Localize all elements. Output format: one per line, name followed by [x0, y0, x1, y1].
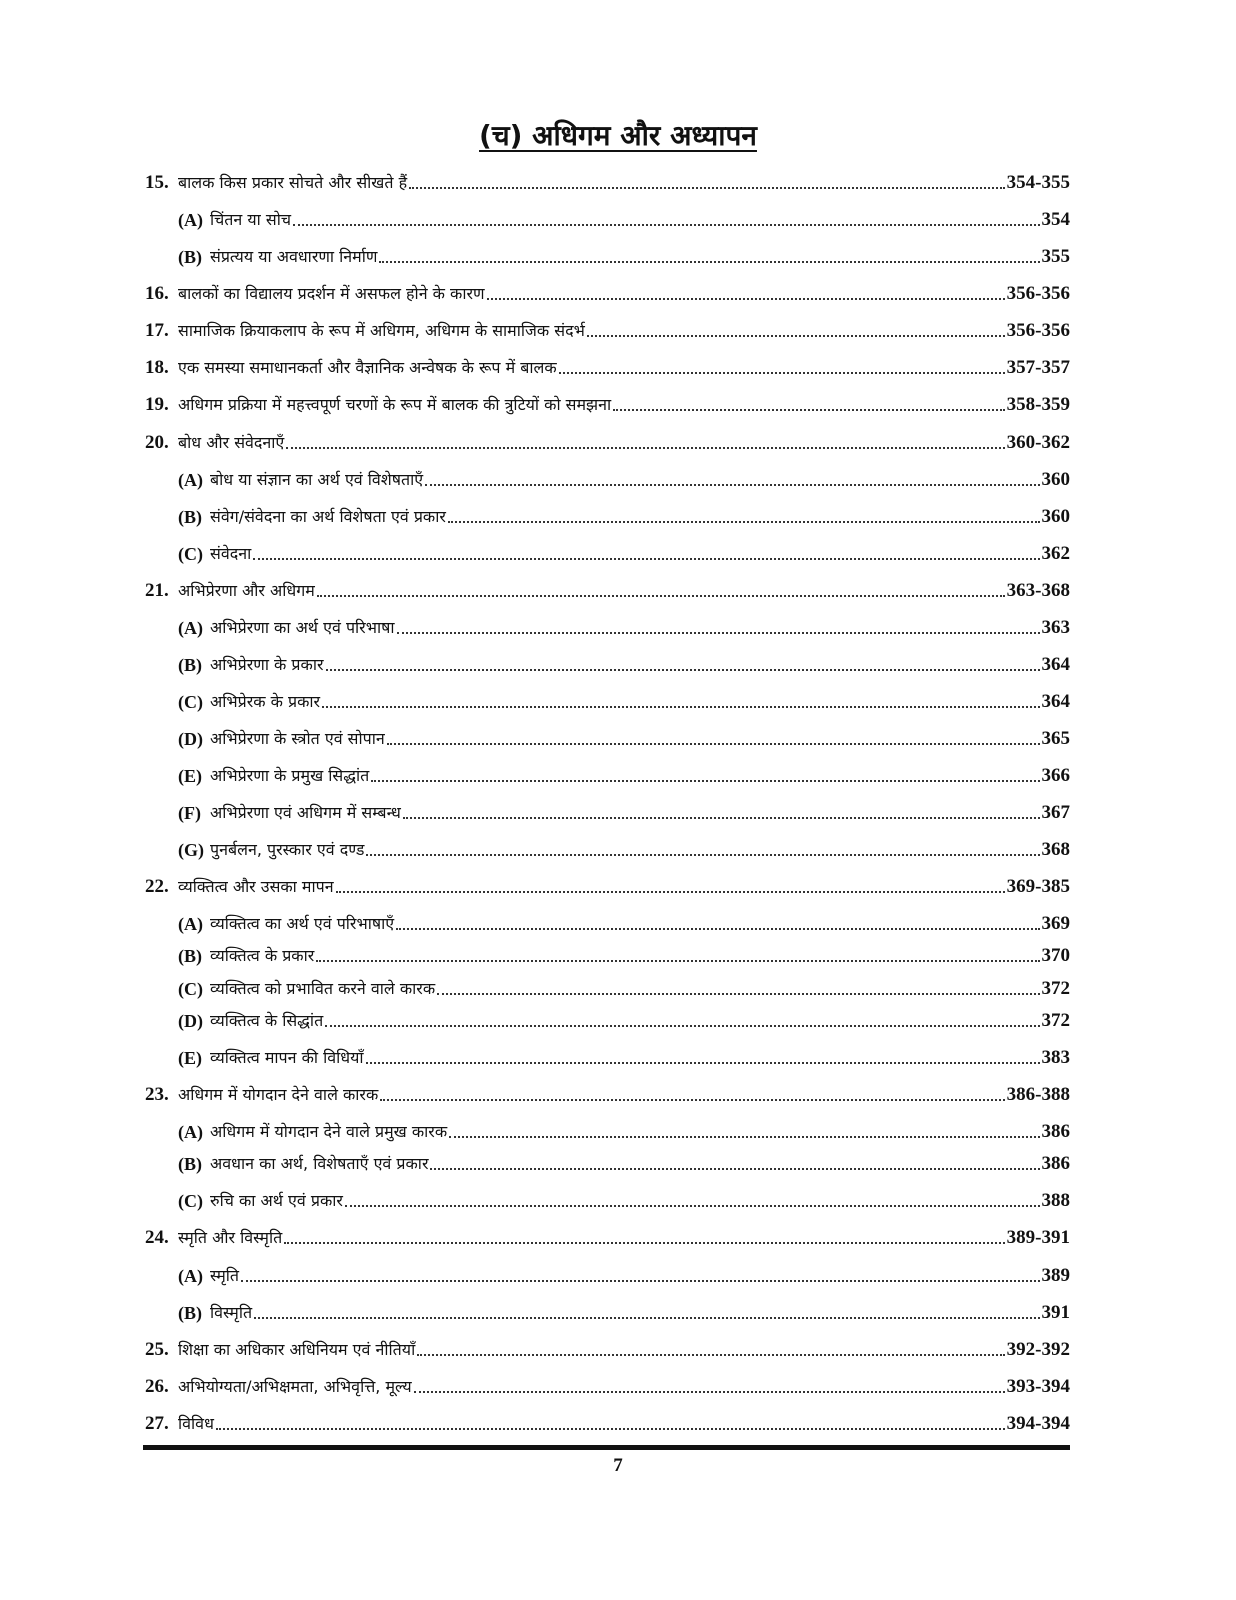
- entry-page: 356-356: [1006, 320, 1070, 341]
- toc-entry: [145, 1076, 1070, 1106]
- dot-leader: [322, 705, 1039, 708]
- toc-subentry: [178, 1294, 1070, 1324]
- dot-leader: [286, 446, 1004, 449]
- entry-number: 21.: [145, 580, 169, 601]
- entry-label: संप्रत्यय या अवधारणा निर्माण: [210, 247, 378, 266]
- toc-entry: [145, 275, 1070, 305]
- dot-leader: [366, 853, 1039, 856]
- dot-leader: [284, 1241, 1004, 1244]
- dot-leader: [366, 1061, 1040, 1064]
- entry-number: 25.: [145, 1339, 169, 1360]
- section-title-wrap: [0, 116, 1236, 154]
- dot-leader: [613, 408, 1004, 411]
- toc-subentry: [178, 1002, 1070, 1032]
- dot-leader: [241, 1279, 1039, 1282]
- entry-page: 391: [1041, 1302, 1070, 1323]
- dot-leader: [449, 1135, 1039, 1138]
- subentry-letter: (A): [178, 618, 203, 638]
- dot-leader: [379, 260, 1039, 263]
- entry-label: अधिगम में योगदान देने वाले कारक: [178, 1085, 379, 1104]
- subentry-letter: (A): [178, 1122, 203, 1142]
- dot-leader: [403, 816, 1040, 819]
- toc-subentry: [178, 683, 1070, 713]
- entry-label: अभिप्रेरणा एवं अधिगम में सम्बन्ध: [210, 803, 401, 822]
- entry-page: 392-392: [1006, 1339, 1070, 1360]
- toc-entry: [145, 164, 1070, 194]
- entry-page: 366: [1041, 765, 1070, 786]
- dot-leader: [325, 1024, 1039, 1027]
- entry-page: 368: [1041, 839, 1070, 860]
- toc-subentry: [178, 831, 1070, 861]
- entry-page: 389: [1041, 1265, 1070, 1286]
- entry-label: व्यक्तित्व के प्रकार: [210, 946, 315, 965]
- dot-leader: [425, 483, 1039, 486]
- entry-label: सामाजिक क्रियाकलाप के रूप में अधिगम, अधिगम के सामाजिक संदर्भ: [178, 321, 585, 340]
- entry-label: व्यक्तित्व को प्रभावित करने वाले कारक: [210, 979, 436, 998]
- page-number: 7: [613, 1455, 623, 1476]
- toc-entry: [145, 1368, 1070, 1398]
- dot-leader: [387, 742, 1040, 745]
- entry-number: 19.: [145, 394, 169, 415]
- toc-subentry: [178, 461, 1070, 491]
- entry-label: अभिप्रेरणा और अधिगम: [178, 581, 315, 600]
- toc-subentry: [178, 794, 1070, 824]
- entry-label: स्मृति और विस्मृति: [178, 1228, 283, 1247]
- entry-label: व्यक्तित्व मापन की विधियाँ: [210, 1048, 364, 1067]
- entry-label: अभिप्रेरणा का अर्थ एवं परिभाषा: [210, 618, 395, 637]
- entry-page: 356-356: [1006, 283, 1070, 304]
- toc-subentry: [178, 937, 1070, 967]
- dot-leader: [253, 557, 1039, 560]
- subentry-letter: (C): [178, 1191, 203, 1211]
- subentry-letter: (A): [178, 914, 203, 934]
- entry-label: अवधान का अर्थ, विशेषताएँ एवं प्रकार: [210, 1154, 429, 1173]
- dot-leader: [587, 334, 1005, 337]
- toc-subentry: [178, 1145, 1070, 1175]
- entry-label: बालकों का विद्यालय प्रदर्शन में असफल होने के कारण: [178, 284, 485, 303]
- toc-subentry: [178, 609, 1070, 639]
- toc-entry: [145, 312, 1070, 342]
- entry-number: 22.: [145, 876, 169, 897]
- subentry-letter: (C): [178, 544, 203, 564]
- entry-page: 372: [1041, 978, 1070, 999]
- entry-page: 369-385: [1006, 876, 1070, 897]
- subentry-letter: (A): [178, 1266, 203, 1286]
- toc-entry: [145, 1405, 1070, 1435]
- entry-label: अधिगम प्रक्रिया में महत्त्वपूर्ण चरणों के रूप में बालक की त्रुटियों को समझना: [178, 395, 612, 414]
- entry-page: 367: [1041, 802, 1070, 823]
- entry-label: बोध और संवेदनाएँ: [178, 433, 285, 452]
- dot-leader: [559, 371, 1005, 374]
- dot-leader: [487, 297, 1005, 300]
- subentry-letter: (E): [178, 766, 202, 786]
- entry-page: 394-394: [1006, 1413, 1070, 1434]
- entry-page: 358-359: [1006, 394, 1070, 415]
- dot-leader: [417, 1353, 1004, 1356]
- section-title: (च) अधिगम और अध्यापन: [479, 119, 757, 152]
- subentry-letter: (G): [178, 840, 204, 860]
- entry-page: 364: [1041, 654, 1070, 675]
- entry-number: 16.: [145, 283, 169, 304]
- dot-leader: [254, 1316, 1039, 1319]
- subentry-letter: (E): [178, 1048, 202, 1068]
- toc-subentry: [178, 757, 1070, 787]
- entry-label: संवेदना: [210, 544, 252, 563]
- dot-leader: [326, 668, 1040, 671]
- subentry-letter: (D): [178, 729, 203, 749]
- entry-label: रुचि का अर्थ एवं प्रकार: [210, 1191, 343, 1210]
- entry-page: 389-391: [1006, 1227, 1070, 1248]
- entry-label: विविध: [178, 1414, 214, 1433]
- entry-label: संवेग/संवेदना का अर्थ विशेषता एवं प्रकार: [210, 507, 446, 526]
- entry-label: पुनर्बलन, पुरस्कार एवं दण्ड: [210, 840, 365, 859]
- subentry-letter: (B): [178, 1154, 202, 1174]
- dot-leader: [396, 927, 1039, 930]
- dot-leader: [336, 890, 1005, 893]
- entry-number: 24.: [145, 1227, 169, 1248]
- entry-label: बोध या संज्ञान का अर्थ एवं विशेषताएँ: [210, 470, 424, 489]
- dot-leader: [316, 959, 1039, 962]
- toc-entry: [145, 424, 1070, 454]
- entry-page: 360-362: [1006, 432, 1070, 453]
- entry-number: 17.: [145, 320, 169, 341]
- dot-leader: [371, 779, 1039, 782]
- subentry-letter: (B): [178, 247, 202, 267]
- subentry-letter: (F): [178, 803, 201, 823]
- toc-entry: [145, 1331, 1070, 1361]
- toc-subentry: [178, 720, 1070, 750]
- entry-label: एक समस्या समाधानकर्ता और वैज्ञानिक अन्वेषक के रूप में बालक: [178, 358, 557, 377]
- toc-entry: [145, 349, 1070, 379]
- toc-subentry: [178, 1039, 1070, 1069]
- dot-leader: [345, 1204, 1040, 1207]
- entry-page: 363: [1041, 617, 1070, 638]
- toc-entry: [145, 572, 1070, 602]
- entry-label: अभिप्रेरणा के स्त्रोत एवं सोपान: [210, 729, 385, 748]
- toc-entry: [145, 868, 1070, 898]
- subentry-letter: (A): [178, 210, 203, 230]
- toc-subentry: [178, 201, 1070, 231]
- footer-rule: [143, 1445, 1070, 1450]
- subentry-letter: (C): [178, 979, 203, 999]
- entry-label: विस्मृति: [210, 1303, 253, 1322]
- entry-label: स्मृति: [210, 1266, 240, 1285]
- subentry-letter: (B): [178, 946, 202, 966]
- dot-leader: [380, 1098, 1004, 1101]
- entry-page: 354-355: [1006, 172, 1070, 193]
- entry-page: 355: [1041, 246, 1070, 267]
- toc-subentry: [178, 970, 1070, 1000]
- entry-label: व्यक्तित्व का अर्थ एवं परिभाषाएँ: [210, 914, 395, 933]
- subentry-letter: (C): [178, 692, 203, 712]
- entry-number: 15.: [145, 172, 169, 193]
- dot-leader: [409, 186, 1005, 189]
- entry-page: 393-394: [1006, 1376, 1070, 1397]
- entry-page: 365: [1041, 728, 1070, 749]
- entry-page: 386: [1041, 1153, 1070, 1174]
- entry-label: बालक किस प्रकार सोचते और सीखते हैं: [178, 173, 408, 192]
- entry-label: अभियोग्यता/अभिक्षमता, अभिवृत्ति, मूल्य: [178, 1377, 412, 1396]
- dot-leader: [430, 1167, 1039, 1170]
- toc-subentry: [178, 1182, 1070, 1212]
- dot-leader: [437, 992, 1039, 995]
- dot-leader: [448, 520, 1040, 523]
- toc-subentry: [178, 498, 1070, 528]
- entry-label: व्यक्तित्व के सिद्धांत: [210, 1011, 324, 1030]
- subentry-letter: (B): [178, 507, 202, 527]
- entry-page: 360: [1041, 506, 1070, 527]
- subentry-letter: (B): [178, 655, 202, 675]
- toc-subentry: [178, 1113, 1070, 1143]
- entry-page: 363-368: [1006, 580, 1070, 601]
- entry-page: 370: [1041, 945, 1070, 966]
- toc-subentry: [178, 646, 1070, 676]
- entry-page: 362: [1041, 543, 1070, 564]
- entry-page: 386: [1041, 1121, 1070, 1142]
- toc-subentry: [178, 535, 1070, 565]
- entry-number: 18.: [145, 357, 169, 378]
- dot-leader: [317, 594, 1005, 597]
- entry-page: 388: [1041, 1190, 1070, 1211]
- entry-page: 383: [1041, 1047, 1070, 1068]
- dot-leader: [414, 1390, 1005, 1393]
- dot-leader: [293, 223, 1039, 226]
- entry-label: अधिगम में योगदान देने वाले प्रमुख कारक: [210, 1122, 448, 1141]
- toc-subentry: [178, 905, 1070, 935]
- entry-page: 364: [1041, 691, 1070, 712]
- entry-label: अभिप्रेरक के प्रकार: [210, 692, 321, 711]
- entry-page: 372: [1041, 1010, 1070, 1031]
- entry-label: शिक्षा का अधिकार अधिनियम एवं नीतियाँ: [178, 1340, 416, 1359]
- entry-page: 386-388: [1006, 1084, 1070, 1105]
- entry-page: 369: [1041, 913, 1070, 934]
- entry-label: अभिप्रेरणा के प्रकार: [210, 655, 324, 674]
- entry-label: अभिप्रेरणा के प्रमुख सिद्धांत: [210, 766, 370, 785]
- entry-page: 354: [1041, 209, 1070, 230]
- entry-number: 27.: [145, 1413, 169, 1434]
- toc-entry: [145, 386, 1070, 416]
- dot-leader: [216, 1427, 1005, 1430]
- entry-label: चिंतन या सोच: [210, 210, 292, 229]
- entry-number: 26.: [145, 1376, 169, 1397]
- toc-subentry: [178, 1257, 1070, 1287]
- entry-number: 20.: [145, 432, 169, 453]
- entry-page: 357-357: [1006, 357, 1070, 378]
- entry-page: 360: [1041, 469, 1070, 490]
- entry-label: व्यक्तित्व और उसका मापन: [178, 877, 334, 896]
- entry-number: 23.: [145, 1084, 169, 1105]
- subentry-letter: (D): [178, 1011, 203, 1031]
- toc-subentry: [178, 238, 1070, 268]
- subentry-letter: (B): [178, 1303, 202, 1323]
- toc-entry: [145, 1219, 1070, 1249]
- subentry-letter: (A): [178, 470, 203, 490]
- dot-leader: [397, 631, 1040, 634]
